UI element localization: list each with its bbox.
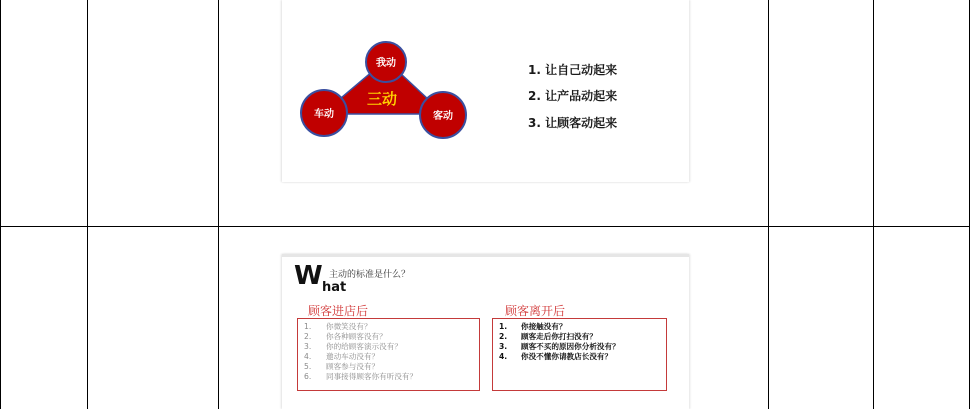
list-item (499, 322, 660, 332)
list-item-text: 顾客走后你打扫没有？ (521, 332, 597, 342)
list-item (304, 362, 473, 372)
point-item: 1. 让自己动起来 (528, 63, 618, 77)
list-item-number: 3. (304, 342, 312, 352)
list-item (499, 332, 660, 342)
list-item-text: 你的给顾客演示没有？ (326, 342, 402, 352)
big-letter-w: W (294, 261, 323, 291)
right-checklist-box (492, 318, 667, 391)
list-item-text: 同事接得顾客你有听没有？ (326, 372, 418, 382)
list-item-text: 你各种顾客没有？ (326, 332, 387, 342)
list-item (304, 322, 473, 332)
table-border-left (0, 0, 1, 409)
list-item-number: 6. (304, 372, 312, 382)
table-column-divider (87, 0, 88, 409)
slide-three-motions (282, 0, 689, 182)
node-left-label: 车动 (314, 109, 334, 120)
list-item (304, 342, 473, 352)
list-item-number: 2. (499, 332, 508, 342)
list-item-text: 你接触没有？ (521, 322, 567, 331)
list-item-number: 4. (499, 352, 508, 362)
table-column-divider (218, 0, 219, 409)
list-item-text: 你没不懂你请教店长没有？ (521, 352, 613, 362)
list-item (304, 332, 473, 342)
list-item-number: 4. (304, 352, 312, 362)
list-item (304, 372, 473, 382)
list-item-number: 1. (304, 322, 312, 331)
list-item-number: 3. (499, 342, 508, 352)
node-top-label: 我动 (376, 58, 396, 69)
list-item (499, 342, 660, 352)
slide-question: 主动的标准是什么？ (329, 270, 411, 280)
table-column-divider (768, 0, 769, 409)
point-item: 2. 让产品动起来 (528, 89, 618, 103)
list-item-text: 你微笑没有？ (326, 322, 372, 331)
list-item (499, 352, 660, 362)
list-item-number: 2. (304, 332, 312, 342)
list-item-text: 顾客不买的原因你分析没有？ (521, 342, 620, 352)
list-item-number: 5. (304, 362, 312, 372)
list-item-text: 顾客参与没有？ (326, 362, 380, 372)
list-item-text: 邀动车动没有？ (326, 352, 380, 362)
node-right-label: 客动 (433, 111, 453, 122)
left-checklist-box (297, 318, 480, 391)
letter-suffix: hat (322, 280, 347, 295)
center-label: 三动 (366, 90, 398, 108)
table-row-divider (0, 226, 970, 227)
point-item: 3. 让顾客动起来 (528, 116, 618, 130)
slide-what-standard (282, 254, 689, 409)
left-section-heading: 顾客进店后 (308, 304, 369, 318)
right-section-heading: 顾客离开后 (505, 304, 566, 318)
three-motions-diagram (282, 0, 482, 150)
list-item (304, 352, 473, 362)
list-item-number: 1. (499, 322, 508, 331)
table-column-divider (873, 0, 874, 409)
